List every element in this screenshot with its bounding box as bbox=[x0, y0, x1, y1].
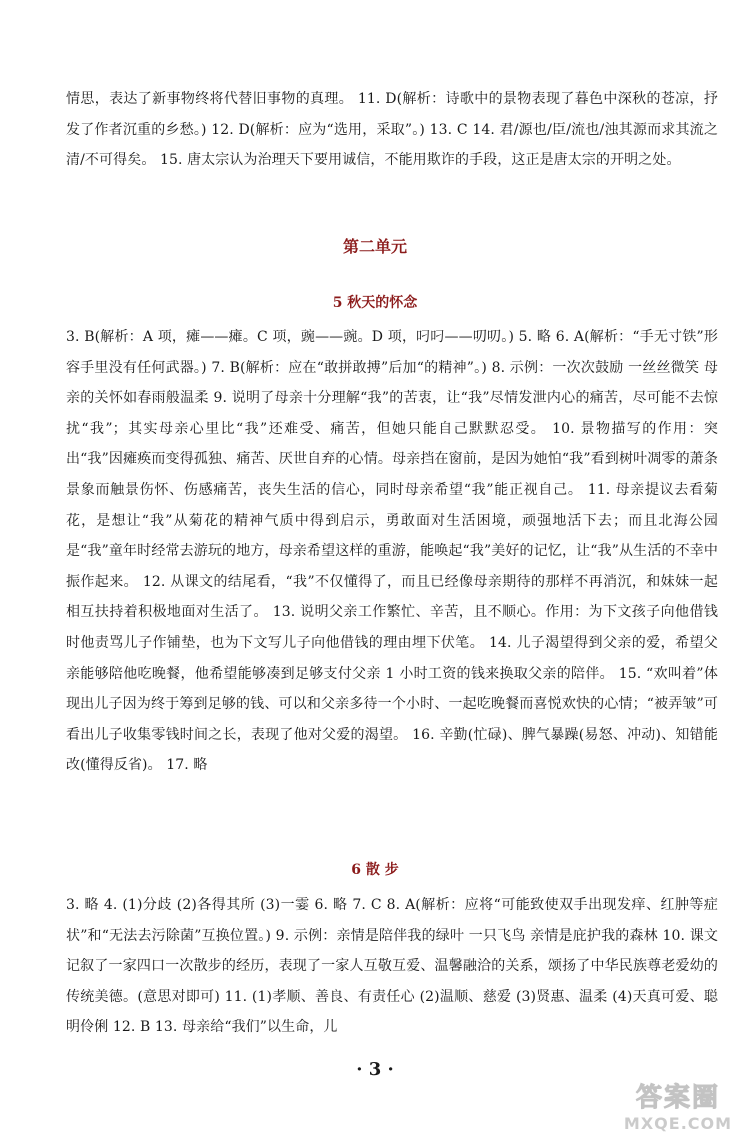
unit-title: 第二单元 bbox=[342, 237, 407, 256]
answers-paragraph-top: 情思，表达了新事物终将代替旧事物的真理。 11. D(解析：诗歌中的景物表现了暮色中深秋的苍凉，抒发了作者沉重的乡愁。) 12. D(解析：应为“选用，采取”。) 13. C 14. 君/源也/臣/流也/浊其源而求其流之清/不可得矣。 15. 唐太宗认为治理天下要用诚信，不能用欺诈的手段，这正是唐太宗的开明之处。 bbox=[66, 91, 718, 169]
watermark-logo bbox=[612, 1076, 744, 1134]
lesson-6-answers: 3. 略 4. (1)分歧 (2)各得其所 (3)一霎 6. 略 7. C 8. A(解析：应将“可能致使双手出现发痒、红肿等症状”和“无法去污除菌”互换位置。) 9. 示例：亲情是陪伴我的绿叶 一只飞鸟 亲情是庇护我的森林 10. 课文记叙了一家四口一次散步的经历，表现了一家人互敬互爱、温馨融洽的关系，颂扬了中华民族尊老爱幼的传统美德。(意思对即可) 11. (1)孝顺、善良、有责任心 (2)温顺、慈爱 (3)贤惠、温柔 (4)天真可爱、聪明伶俐 12. B 13. 母亲给“我们”以生命，儿 bbox=[66, 897, 718, 1036]
lesson-5-title: 5 秋天的怀念 bbox=[332, 295, 418, 311]
page-number: · 3 · bbox=[356, 1059, 394, 1080]
watermark-url: MXQE.COM bbox=[623, 1114, 733, 1133]
lesson-6-title: 6 散 步 bbox=[351, 862, 399, 878]
lesson-5-answers: 3. B(解析：A 项，瘫——瘫。C 项，豌——豌。D 项，叼叼——叨叨。) 5. 略 6. A(解析：“手无寸铁”形容手里没有任何武器。) 7. B(解析：应在“敢拼敢搏”后加“的精神”。) 8. 示例：一次次鼓励 一丝丝微笑 母亲的关怀如春雨般温柔 9. 说明了母亲十分理解“我”的苦衷，让“我”尽情发泄内心的痛苦，尽可能不去惊扰“我”；其实母亲心里比“我”还难受、痛苦，但她只能自己默默忍受。 10. 景物描写的作用：突出“我”因瘫痪而变得孤独、痛苦、厌世自弃的心情。母亲挡在窗前，是因为她怕“我”看到树叶凋零的萧条景象而触景伤怀、伤感痛苦，丧失生活的信心，同时母亲希望“我”能正视自己。 11. 母亲提议去看菊花，是想让“我”从菊花的精神气质中得到启示，勇敢面对生活困境，顽强地活下去；而且北海公园是“我”童年时经常去游玩的地方，母亲希望这样的重游，能唤起“我”美好的记忆，让“我”从生活的不幸中振作起来。 12. 从课文的结尾看，“我”不仅懂得了，而且已经像母亲期待的那样不再消沉，和妹妹一起相互扶持着积极地面对生活了。 13. 说明父亲工作繁忙、辛苦，且不顺心。作用：为下文孩子向他借钱时他责骂儿子作铺垫，也为下文写儿子向他借钱的理由埋下伏笔。 14. 儿子渴望得到父亲的爱，希望父亲能够陪他吃晚餐，他希望能够凑到足够支付父亲 1 小时工资的钱来换取父亲的陪伴。 15. “欢叫着”体现出儿子因为终于筹到足够的钱、可以和父亲多待一个小时、一起吃晚餐而喜悦欢快的心情；“被弄皱”可看出儿子收集零钱时间之长，表现了他对父爱的渴望。 16. 辛勤(忙碌)、脾气暴躁(易怒、冲动)、知错能改(懂得反省)。 17. 略 bbox=[66, 329, 718, 774]
watermark-logo-text: 答案圈 bbox=[635, 1083, 720, 1113]
